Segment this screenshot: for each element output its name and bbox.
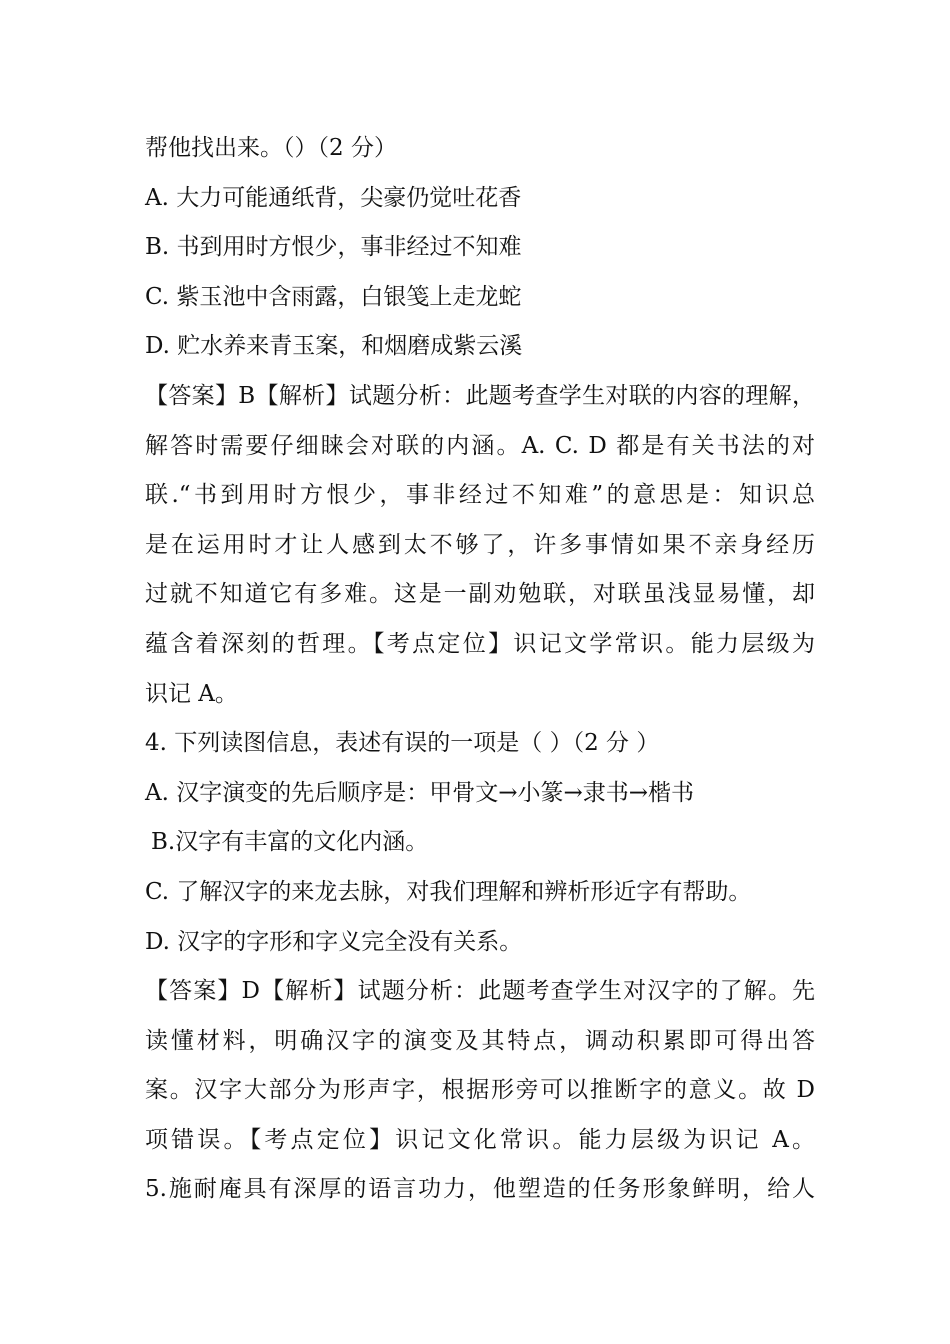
text-line-answer-4-3: 案。汉字大部分为形声字，根据形旁可以推断字的意义。故 D [145,1077,815,1104]
text-line-answer-4-4: 项错误。【考点定位】识记文化常识。能力层级为识记 A。 [145,1126,815,1153]
text-line-option-d: D. 贮水养来青玉案，和烟磨成紫云溪 [145,333,523,360]
text-line-q4-option-b: B.汉字有丰富的文化内涵。 [151,829,429,856]
text-line-option-b: B. 书到用时方恨少，事非经过不知难 [145,234,522,261]
text-line-answer-3-7: 识记 A。 [145,680,238,707]
text-line-answer-3-5: 过就不知道它有多难。这是一副劝勉联，对联虽浅显易懂，却 [145,581,815,608]
text-line-q4-option-d: D. 汉字的字形和字义完全没有关系。 [145,928,523,955]
text-line-q4-option-c: C. 了解汉字的来龙去脉，对我们理解和辨析形近字有帮助。 [145,878,752,905]
text-line-answer-4-1: 【答案】D【解析】试题分析：此题考查学生对汉字的了解。先 [145,978,815,1005]
text-line-q5-stem: 5.施耐庵具有深厚的语言功力，他塑造的任务形象鲜明，给人 [145,1176,815,1203]
text-line-q4-option-a: A. 汉字演变的先后顺序是：甲骨文→小篆→隶书→楷书 [145,779,695,806]
text-line-option-c: C. 紫玉池中含雨露，白银笺上走龙蛇 [145,283,522,310]
text-line-answer-3-1: 【答案】B【解析】试题分析：此题考查学生对联的内容的理解， [145,382,815,409]
text-line-q3-stem-end: 帮他找出来。（）（2 分） [145,135,397,161]
text-line-answer-4-2: 读懂材料，明确汉字的演变及其特点，调动积累即可得出答 [145,1027,815,1054]
text-line-q4-stem: 4. 下列读图信息，表述有误的一项是（ ）（2 分 ） [145,730,660,757]
text-line-option-a: A. 大力可能通纸背，尖豪仍觉吐花香 [145,184,522,211]
text-line-answer-3-3: 联.“书到用时方恨少，事非经过不知难”的意思是：知识总 [145,482,815,509]
text-line-answer-3-4: 是在运用时才让人感到太不够了，许多事情如果不亲身经历 [145,531,815,558]
document-body [145,124,815,1215]
text-line-answer-3-2: 解答时需要仔细睐会对联的内涵。A. C. D 都是有关书法的对 [145,432,815,459]
text-line-answer-3-6: 蕴含着深刻的哲理。【考点定位】识记文学常识。能力层级为 [145,630,815,657]
